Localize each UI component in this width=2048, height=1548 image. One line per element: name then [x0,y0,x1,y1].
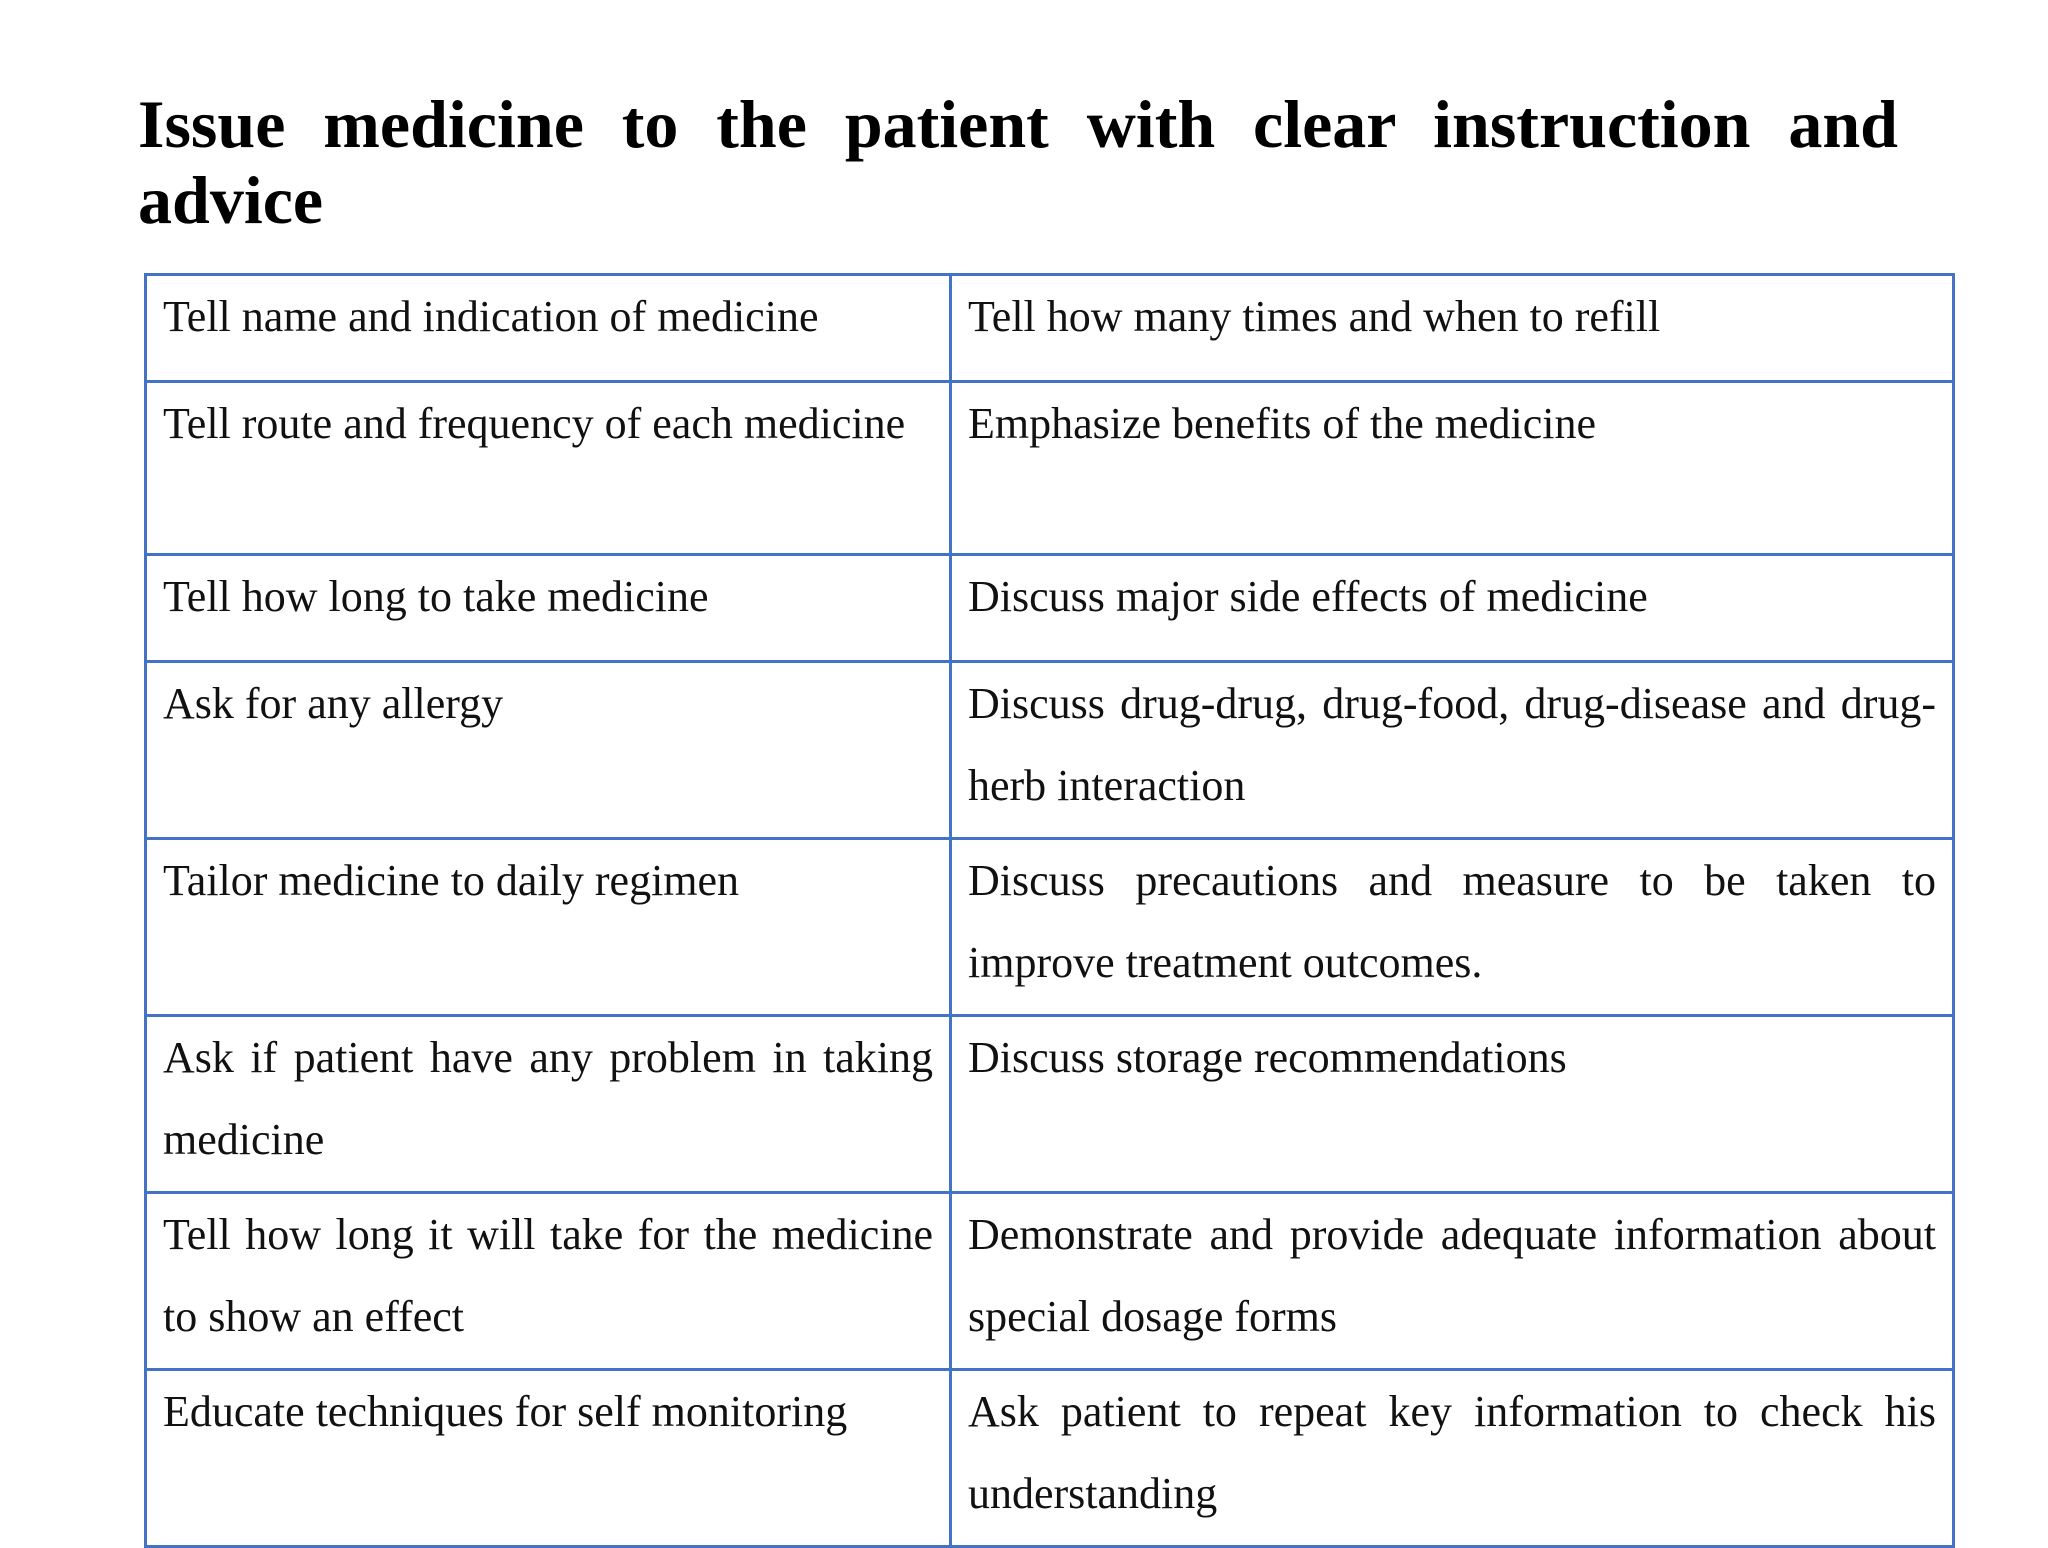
table-cell-left: Educate techniques for self monitoring [146,1370,951,1547]
table-cell-left: Tell how long to take medicine [146,555,951,662]
table-cell-right: Discuss drug-drug, drug-food, drug-disease and drug-herb interaction [951,662,1954,839]
table-cell-right: Tell how many times and when to refill [951,275,1954,382]
table-cell-left: Tailor medicine to daily regimen [146,839,951,1016]
table-cell-right: Discuss precautions and measure to be taken to improve treatment outcomes. [951,839,1954,1016]
table-row [146,1193,1954,1370]
table-cell-right: Ask patient to repeat key information to check his understanding [951,1370,1954,1547]
table-row [146,275,1954,382]
table-cell-left: Tell how long it will take for the medicine to show an effect [146,1193,951,1370]
table-cell-right: Demonstrate and provide adequate information about special dosage forms [951,1193,1954,1370]
table-cell-right: Emphasize benefits of the medicine [951,382,1954,555]
table-row [146,662,1954,839]
table-cell-left: Ask for any allergy [146,662,951,839]
advice-table [144,273,1955,1548]
table-row [146,1370,1954,1547]
table-row [146,382,1954,555]
table-cell-left: Tell route and frequency of each medicine [146,382,951,555]
table-cell-left: Tell name and indication of medicine [146,275,951,382]
table-cell-right: Discuss major side effects of medicine [951,555,1954,662]
table-row [146,839,1954,1016]
table-row [146,1016,1954,1193]
table-row [146,555,1954,662]
table-cell-left: Ask if patient have any problem in taking medicine [146,1016,951,1193]
table-cell-right: Discuss storage recommendations [951,1016,1954,1193]
page-title: Issue medicine to the patient with clear instruction and advice [138,86,1898,238]
